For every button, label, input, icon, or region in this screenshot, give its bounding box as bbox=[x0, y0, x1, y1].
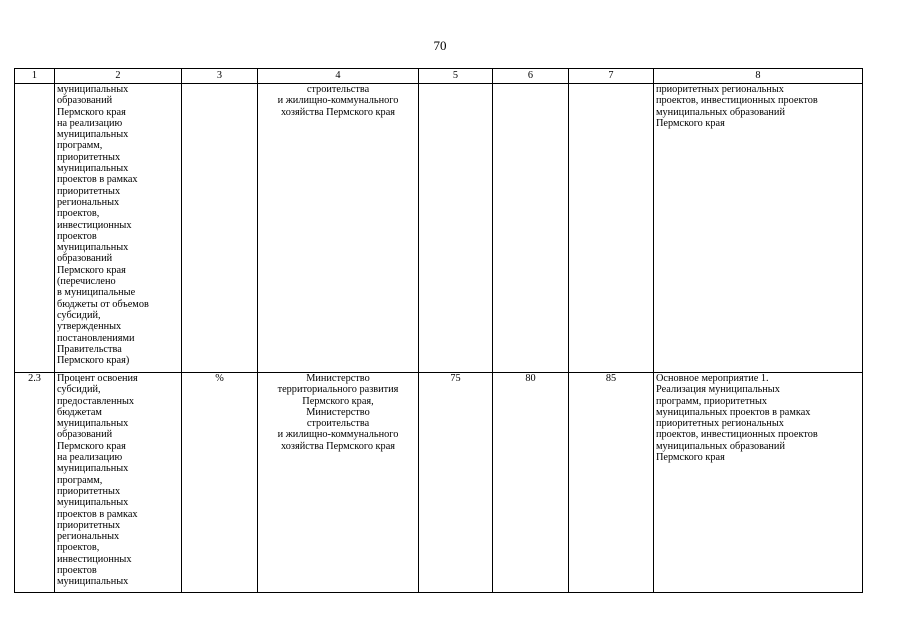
text-line: программ, bbox=[57, 140, 103, 152]
header-col-3: 3 bbox=[182, 69, 258, 84]
text-line: Пермского края bbox=[57, 264, 126, 276]
row-number bbox=[15, 84, 55, 373]
text-line: проектов bbox=[57, 230, 97, 242]
text-line: Пермского края) bbox=[57, 355, 130, 367]
header-col-2: 2 bbox=[55, 69, 182, 84]
text-line: приоритетных региональных bbox=[656, 418, 784, 430]
text-line: Министерство bbox=[306, 406, 370, 418]
text-line: субсидий, bbox=[57, 384, 101, 396]
text-line: Процент освоения bbox=[57, 373, 138, 384]
text-line: приоритетных bbox=[57, 485, 121, 497]
text-line: региональных bbox=[57, 196, 120, 208]
text-line: проектов bbox=[57, 565, 97, 577]
text-line: образований bbox=[57, 95, 113, 107]
text-line: предоставленных bbox=[57, 395, 135, 407]
text-line: Пермского края bbox=[656, 452, 725, 464]
responsible-executor bbox=[258, 373, 419, 593]
text-line: проектов в рамках bbox=[57, 508, 138, 520]
text-line: муниципальных образований bbox=[656, 106, 785, 118]
text-line: приоритетных bbox=[57, 185, 121, 197]
indicators-table bbox=[14, 68, 863, 593]
related-measure bbox=[654, 373, 863, 593]
table-row bbox=[15, 373, 863, 593]
text-line: Пермского края bbox=[57, 440, 126, 452]
text-line: Реализация муниципальных bbox=[656, 384, 780, 396]
text-line: бюджетам bbox=[57, 406, 102, 418]
text-line: программ, bbox=[57, 474, 103, 486]
text-line: Министерство bbox=[306, 373, 370, 384]
related-measure bbox=[654, 84, 863, 373]
text-line: муниципальных bbox=[57, 463, 129, 475]
text-line: проектов, bbox=[57, 542, 100, 554]
text-line: на реализацию bbox=[57, 452, 123, 464]
value-year-1 bbox=[419, 84, 493, 373]
table-header-row bbox=[15, 69, 863, 84]
text-line: приоритетных региональных bbox=[656, 84, 784, 95]
text-line: хозяйства Пермского края bbox=[280, 440, 396, 452]
value-year-2 bbox=[493, 84, 569, 373]
text-line: проектов, инвестиционных проектов bbox=[656, 95, 818, 107]
text-line: проектов, инвестиционных проектов bbox=[656, 429, 818, 441]
text-line: инвестиционных bbox=[57, 553, 132, 565]
value-year-3 bbox=[569, 84, 654, 373]
value-year-3: 85 bbox=[569, 373, 654, 593]
text-line: программ, приоритетных bbox=[656, 395, 768, 407]
text-line: образований bbox=[57, 253, 113, 265]
text-line: территориального развития bbox=[277, 384, 399, 396]
unit bbox=[182, 84, 258, 373]
text-line: строительства bbox=[306, 84, 370, 95]
indicator-name bbox=[55, 373, 182, 593]
text-line: Правительства bbox=[57, 343, 122, 355]
text-line: муниципальных bbox=[57, 129, 129, 141]
header-col-8: 8 bbox=[654, 69, 863, 84]
text-line: постановлениями bbox=[57, 332, 135, 344]
header-col-6: 6 bbox=[493, 69, 569, 84]
text-line: образований bbox=[57, 429, 113, 441]
page-number: 70 bbox=[433, 38, 447, 53]
header-col-7: 7 bbox=[569, 69, 654, 84]
value-year-1: 75 bbox=[419, 373, 493, 593]
text-line: инвестиционных bbox=[57, 219, 132, 231]
text-line: в муниципальные bbox=[57, 287, 136, 299]
text-line: на реализацию bbox=[57, 117, 123, 129]
text-line: муниципальных bbox=[57, 497, 129, 509]
header-col-1: 1 bbox=[15, 69, 55, 84]
value-year-2: 80 bbox=[493, 373, 569, 593]
text-line: и жилищно-коммунального bbox=[277, 429, 399, 441]
text-line: Основное мероприятие 1. bbox=[656, 373, 769, 384]
unit: % bbox=[182, 373, 258, 593]
indicator-name bbox=[55, 84, 182, 373]
text-line: региональных bbox=[57, 531, 120, 543]
table-row bbox=[15, 84, 863, 373]
text-line: утвержденных bbox=[57, 321, 122, 333]
text-line: строительства bbox=[306, 418, 370, 430]
text-line: приоритетных bbox=[57, 519, 121, 531]
text-line: субсидий, bbox=[57, 309, 101, 321]
text-line: проектов в рамках bbox=[57, 174, 138, 186]
header-col-5: 5 bbox=[419, 69, 493, 84]
text-line: (перечислено bbox=[57, 276, 116, 288]
text-line: муниципальных bbox=[57, 163, 129, 175]
header-col-4: 4 bbox=[258, 69, 419, 84]
text-line: хозяйства Пермского края bbox=[280, 106, 396, 118]
row-number: 2.3 bbox=[15, 373, 55, 593]
text-line: муниципальных проектов в рамках bbox=[656, 406, 811, 418]
text-line: Пермского края, bbox=[302, 395, 374, 407]
responsible-executor bbox=[258, 84, 419, 373]
text-line: и жилищно-коммунального bbox=[277, 95, 399, 107]
text-line: муниципальных bbox=[57, 576, 129, 588]
text-line: бюджеты от объемов bbox=[57, 298, 149, 310]
text-line: приоритетных bbox=[57, 151, 121, 163]
text-line: муниципальных bbox=[57, 84, 129, 95]
text-line: муниципальных bbox=[57, 242, 129, 254]
text-line: Пермского края bbox=[656, 117, 725, 129]
text-line: муниципальных bbox=[57, 418, 129, 430]
text-line: муниципальных образований bbox=[656, 440, 785, 452]
text-line: Пермского края bbox=[57, 106, 126, 118]
text-line: проектов, bbox=[57, 208, 100, 220]
